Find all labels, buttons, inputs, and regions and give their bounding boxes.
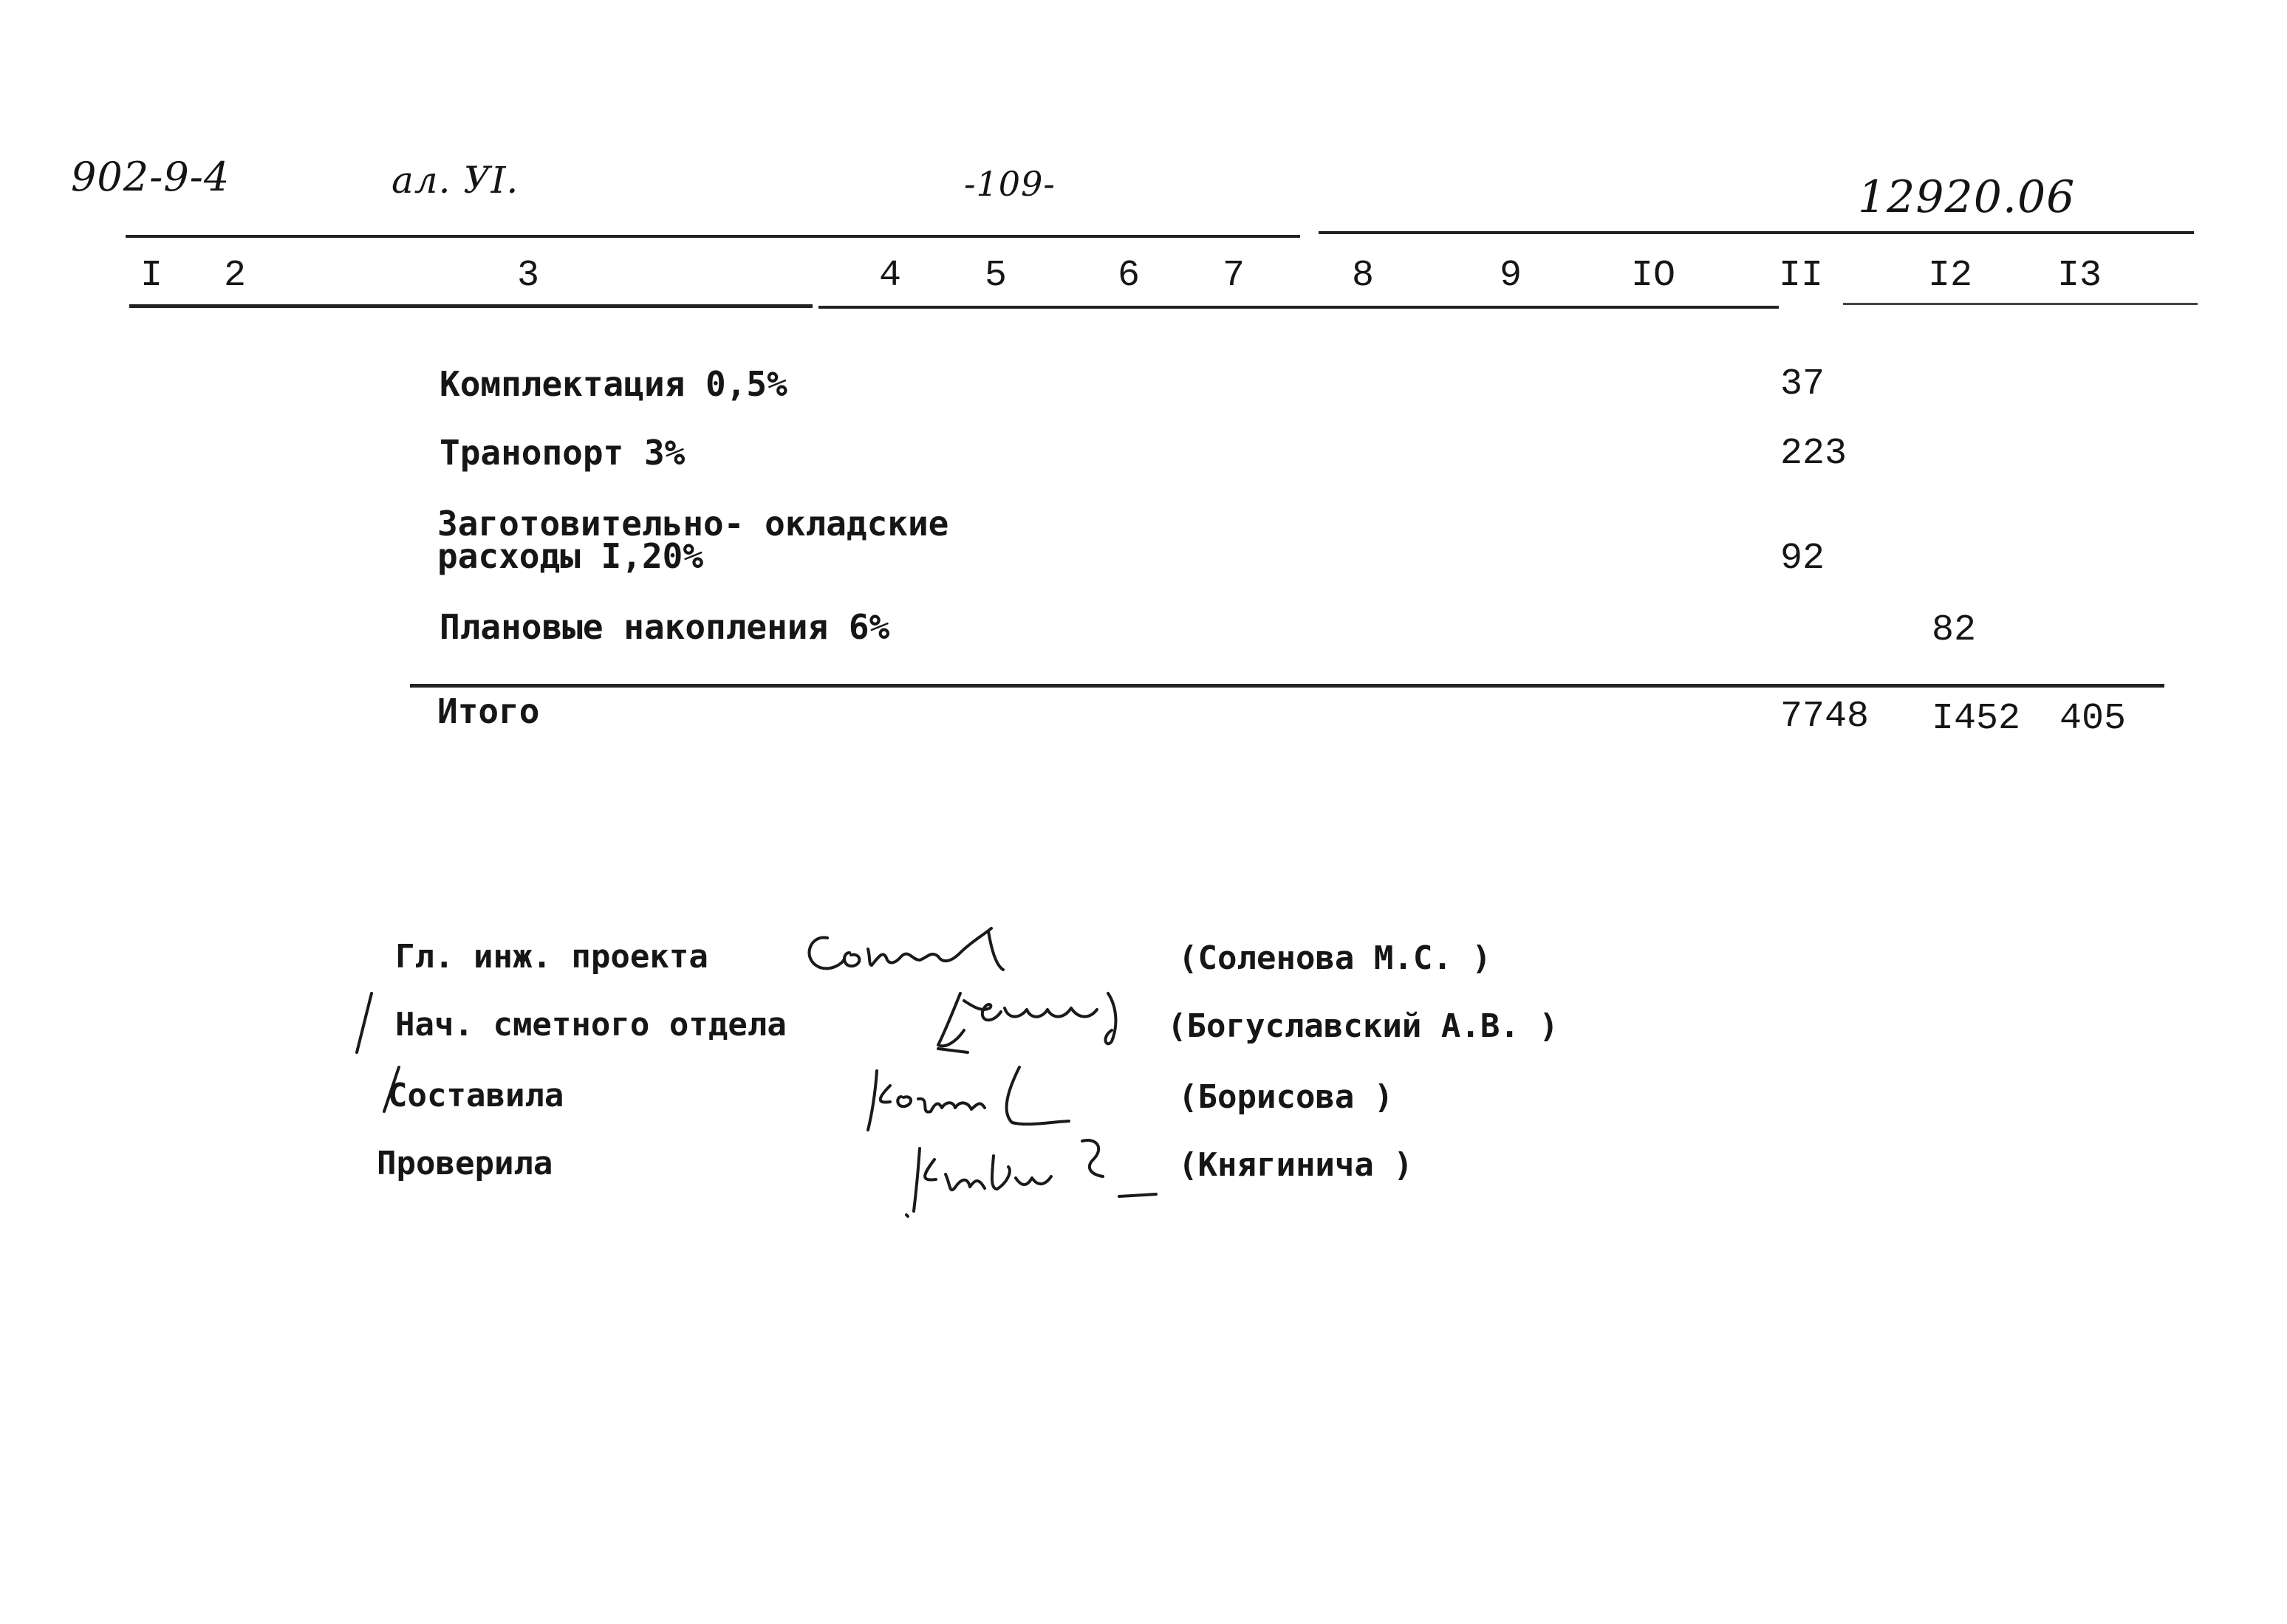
signature-name-checked-by: (Княгинича ) [1178, 1146, 1413, 1184]
column-header-10: IO [1630, 255, 1676, 297]
column-header-5: 5 [984, 255, 1008, 297]
column-header-2: 2 [223, 255, 247, 297]
total-col13: 405 [2059, 698, 2127, 740]
signature-title-chief-engineer: Гл. инж. проекта [395, 938, 708, 976]
column-header-8: 8 [1351, 255, 1375, 297]
column-header-1: I [140, 255, 163, 297]
signature-slash-mark [353, 990, 375, 1056]
row-label-procurement-line1: Заготовительно- окладские [437, 504, 949, 544]
table-top-rule-right [1319, 231, 2194, 234]
signature-checked-by-handwritten [905, 1126, 1186, 1222]
signature-name-compiled-by: (Борисова ) [1178, 1078, 1394, 1116]
row-label-complectation: Комплектация 0,5% [440, 364, 787, 404]
total-rule [410, 684, 2164, 688]
row-label-transport: Транопорт 3% [440, 433, 686, 473]
column-header-4: 4 [878, 255, 902, 297]
signature-compiled-by-handwritten [861, 1056, 1082, 1137]
column-header-3: 3 [516, 255, 540, 297]
row-value-complectation-col11: 37 [1780, 363, 1825, 405]
column-header-6: 6 [1117, 255, 1141, 297]
signature-estimate-head-handwritten [923, 979, 1167, 1060]
table-top-rule-left [126, 235, 1300, 238]
album-label: ал. УI. [392, 159, 519, 202]
header-bottom-rule-c [1843, 303, 2198, 305]
column-header-9: 9 [1499, 255, 1522, 297]
reference-number: 12920.06 [1858, 171, 2076, 223]
header-bottom-rule-b [818, 306, 1779, 309]
column-header-13: I3 [2057, 255, 2102, 297]
header-bottom-rule-a [129, 304, 813, 308]
total-label: Итого [437, 691, 540, 731]
document-code: 902-9-4 [71, 154, 230, 200]
signature-title-compiled-by: Составила [388, 1077, 564, 1114]
column-header-7: 7 [1222, 255, 1245, 297]
column-header-11: II [1778, 255, 1824, 297]
total-col11: 7748 [1780, 696, 1870, 738]
signature-name-estimate-head: (Богуславский А.В. ) [1167, 1007, 1559, 1045]
total-col12: I452 [1932, 698, 2021, 740]
row-value-procurement-col11: 92 [1780, 538, 1825, 580]
row-label-planned-savings: Плановые накопления 6% [440, 607, 890, 647]
page-number: -109- [964, 164, 1056, 204]
column-header-12: I2 [1927, 255, 1973, 297]
signature-name-chief-engineer: (Соленова М.С. ) [1178, 939, 1491, 977]
signature-chief-engineer-handwritten [798, 919, 1049, 986]
row-label-procurement-line2: расходы I,20% [437, 536, 704, 576]
signature-title-estimate-head: Нач. сметного отдела [395, 1006, 787, 1044]
row-value-transport-col11: 223 [1780, 433, 1847, 475]
row-value-planned-savings-col12: 82 [1932, 609, 1977, 651]
signature-title-checked-by: Проверила [377, 1145, 553, 1182]
